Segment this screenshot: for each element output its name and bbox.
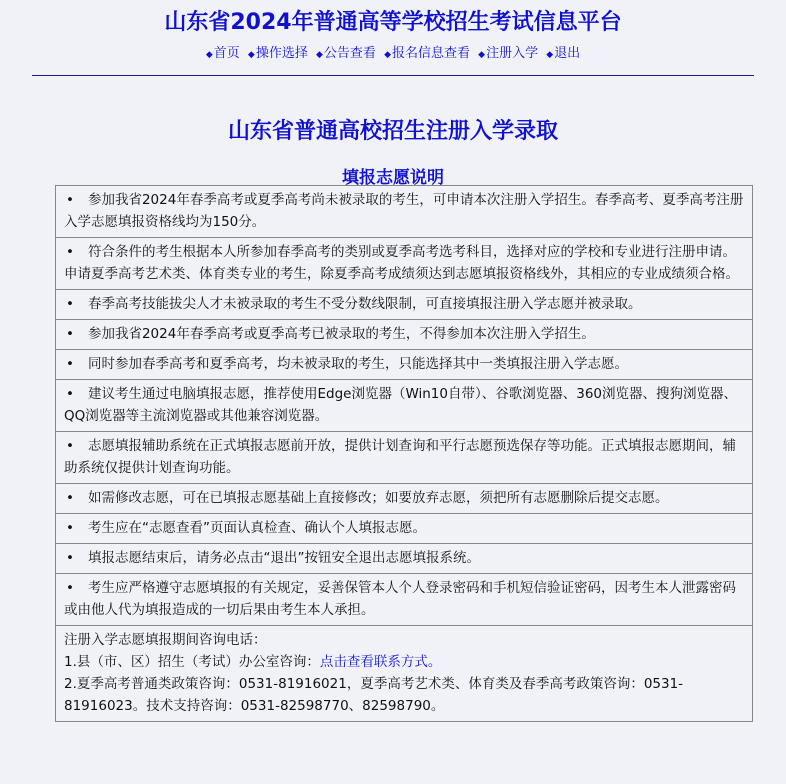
- nav-logout[interactable]: ◆ 退出: [546, 46, 580, 61]
- instruction-row: [56, 350, 753, 380]
- instruction-row: [56, 238, 753, 290]
- instruction-row: [56, 320, 753, 350]
- page-title: 山东省普通高校招生注册入学录取: [227, 119, 558, 144]
- instruction-text: • 参加我省2024年春季高考或夏季高考已被录取的考生，不得参加本次注册入学招生。: [56, 320, 753, 350]
- contact-link[interactable]: 点击查看联系方式。: [319, 654, 442, 670]
- contact-row: [56, 626, 753, 722]
- instruction-text: • 春季高考技能拔尖人才未被录取的考生不受分数线限制，可直接填报注册入学志愿并被录取。: [56, 290, 753, 320]
- instruction-row: [56, 574, 753, 626]
- instruction-row: [56, 380, 753, 432]
- divider: [32, 75, 754, 76]
- instruction-text: • 志愿填报辅助系统在正式填报志愿前开放，提供计划查询和平行志愿预选保存等功能。正式填报志愿期间，辅助系统仅提供计划查询功能。: [56, 432, 753, 484]
- instruction-row: [56, 484, 753, 514]
- instruction-text: • 考生应在“志愿查看”页面认真检查、确认个人填报志愿。: [56, 514, 753, 544]
- nav-announcements[interactable]: ◆ 公告查看: [316, 46, 376, 61]
- instruction-row: [56, 514, 753, 544]
- instruction-row: [56, 544, 753, 574]
- instruction-text: • 参加我省2024年春季高考或夏季高考尚未被录取的考生，可申请本次注册入学招生。春季高考、夏季高考注册入学志愿填报资格线均为150分。: [56, 186, 753, 238]
- instruction-text: • 建议考生通过电脑填报志愿，推荐使用Edge浏览器（Win10自带）、谷歌浏览器、360浏览器、搜狗浏览器、QQ浏览器等主流浏览器或其他兼容浏览器。: [56, 380, 753, 432]
- contact-line1: 1.县（市、区）招生（考试）办公室咨询：: [64, 654, 320, 670]
- instruction-text: • 考生应严格遵守志愿填报的有关规定，妥善保管本人个人登录密码和手机短信验证密码，因考生本人泄露密码或由他人代为填报造成的一切后果由考生本人承担。: [56, 574, 753, 626]
- instruction-text: • 同时参加春季高考和夏季高考，均未被录取的考生，只能选择其中一类填报注册入学志愿。: [56, 350, 753, 380]
- instruction-row: [56, 186, 753, 238]
- nav-operation-select[interactable]: ◆ 操作选择: [248, 46, 308, 61]
- nav-home[interactable]: ◆ 首页: [206, 46, 240, 61]
- top-nav: [0, 42, 786, 61]
- contact-heading: 注册入学志愿填报期间咨询电话：: [64, 632, 267, 648]
- site-title: 山东省2024年普通高等学校招生考试信息平台: [164, 10, 622, 35]
- instruction-row: [56, 290, 753, 320]
- instruction-text: • 符合条件的考生根据本人所参加春季高考的类别或夏季高考选考科目，选择对应的学校和专业进行注册申请。申请夏季高考艺术类、体育类专业的考生，除夏季高考成绩须达到志愿填报资格线外，其相应的专业成绩须合格。: [56, 238, 753, 290]
- instructions-table: [55, 185, 753, 722]
- contact-line2: 2.夏季高考普通类政策咨询：0531-81916021，夏季高考艺术类、体育类及春季高考政策咨询：0531-81916023。技术支持咨询：0531-82598770、82598790。: [64, 676, 684, 714]
- instruction-row: [56, 432, 753, 484]
- nav-registration-info[interactable]: ◆ 报名信息查看: [384, 46, 470, 61]
- instruction-text: • 如需修改志愿，可在已填报志愿基础上直接修改；如要放弃志愿，须把所有志愿删除后提交志愿。: [56, 484, 753, 514]
- nav-enrollment[interactable]: ◆ 注册入学: [478, 46, 538, 61]
- instruction-text: • 填报志愿结束后，请务必点击“退出”按钮安全退出志愿填报系统。: [56, 544, 753, 574]
- section-title: 填报志愿说明: [342, 168, 444, 188]
